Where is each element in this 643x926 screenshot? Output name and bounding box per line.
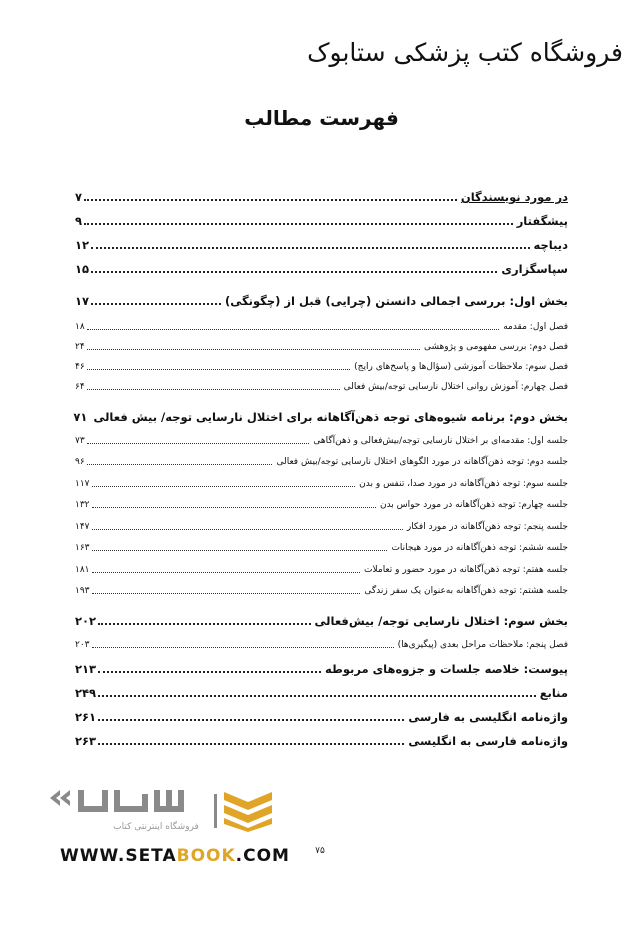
- toc-entry-sub: [75, 578, 568, 596]
- toc-entry-sub: [75, 471, 568, 489]
- toc-entry-page: ۴۶: [75, 362, 85, 372]
- toc-entry-page: ۱۸: [75, 322, 85, 332]
- toc-entry-label: جلسه دوم: توجه ذهن‌آگاهانه در مورد الگوهای اختلال نارسایی توجه/بیش فعالی: [276, 457, 568, 467]
- toc-dot-leader: [98, 695, 536, 697]
- store-logo: [26, 784, 276, 836]
- toc-entry-main: [75, 290, 568, 308]
- toc-entry-label: جلسه هفتم: توجه ذهن‌آگاهانه در مورد حضور و تعاملات: [364, 565, 568, 575]
- toc-entry-page: ۱۴۷: [75, 522, 90, 532]
- toc-entry-label: منابع: [539, 686, 568, 700]
- toc-dot-leader: [92, 647, 394, 648]
- book-stack-icon: [214, 788, 276, 832]
- toc-dot-leader: [92, 572, 361, 573]
- toc-entry-page: ۲۱۳: [75, 662, 97, 676]
- toc-entry-page: ۷۳: [75, 436, 85, 446]
- toc-entry-label: جلسه ششم: توجه ذهن‌آگاهانه در مورد هیجانات: [391, 543, 568, 553]
- toc-dot-leader: [87, 369, 350, 370]
- logo-tagline: فروشگاه اینترنتی کتاب: [113, 822, 199, 832]
- toc-dot-leader: [87, 329, 500, 330]
- toc-dot-leader: [98, 743, 404, 745]
- toc-entry-label: فصل دوم: بررسی مفهومی و پژوهشی: [424, 342, 568, 352]
- toc-entry-label: جلسه چهارم: توجه ذهن‌آگاهانه در مورد حواس بدن: [379, 500, 568, 510]
- toc-entry-sub: [75, 374, 568, 392]
- toc-entry-label: جلسه اول: مقدمه‌ای بر اختلال نارسایی توجه/بیش‌فعالی و ذهن‌آگاهی: [313, 436, 568, 446]
- toc-entry-page: ۱۳۲: [75, 500, 90, 510]
- toc-entry-main: [75, 682, 568, 700]
- toc-entry-label: بخش سوم: اختلال نارسایی توجه/ بیش‌فعالی: [314, 614, 568, 628]
- toc-entry-page: ۲۴۹: [75, 686, 97, 700]
- toc-entry-label: فصل پنجم: ملاحظات مراحل بعدی (پیگیری‌ها): [397, 640, 568, 650]
- toc-entry-label: جلسه پنجم: توجه ذهن‌آگاهانه در مورد افکار: [406, 522, 568, 532]
- toc-entry-page: ۱۹۳: [75, 586, 90, 596]
- toc-dot-leader: [87, 389, 340, 390]
- toc-entry-page: ۹۶: [75, 457, 85, 467]
- toc-dot-leader: [92, 486, 356, 487]
- page-number: ۷۵: [315, 846, 325, 856]
- toc-entry-label: واژه‌نامه فارسی به انگلیسی: [408, 734, 568, 748]
- toc-entry-sub: [75, 449, 568, 467]
- toc-entry-page: ۱۸۱: [75, 565, 90, 575]
- toc-entry-label: پیوست: خلاصه جلسات و جزوه‌های مربوطه: [325, 662, 568, 676]
- website-accent: BOOK: [176, 846, 236, 866]
- toc-entry-main: [75, 258, 568, 276]
- toc-entry-page: ۹: [75, 214, 83, 228]
- toc-entry-sub: [75, 514, 568, 532]
- toc-entry-page: ۲۴: [75, 342, 85, 352]
- toc-dot-leader: [87, 464, 273, 465]
- toc-dot-leader: [98, 671, 321, 673]
- website-url: [60, 846, 290, 866]
- toc-entry-label: سپاسگزاری: [501, 262, 568, 276]
- toc-entry-label: در مورد نویسندگان: [460, 190, 568, 204]
- toc-entry-page: ۲۰۳: [75, 640, 90, 650]
- toc-entry-main: [75, 658, 568, 676]
- toc-entry-page: ۱۱۷: [75, 479, 90, 489]
- toc-entry-page: ۶۴: [75, 382, 85, 392]
- toc-dot-leader: [91, 247, 529, 249]
- toc-dot-leader: [84, 223, 513, 225]
- toc-entry-label: فصل اول: مقدمه: [503, 322, 568, 332]
- toc-entry-main: [75, 186, 568, 204]
- toc-dot-leader: [91, 303, 221, 305]
- toc-entry-page: ۷: [75, 190, 83, 204]
- toc-title: فهرست مطالب: [244, 106, 399, 130]
- toc-dot-leader: [92, 529, 403, 530]
- toc-entry-sub: [75, 492, 568, 510]
- toc-entry-page: ۷۱: [73, 410, 88, 424]
- toc-entry-page: ۲۶۱: [75, 710, 97, 724]
- toc-entry-sub: [75, 535, 568, 553]
- toc-dot-leader: [84, 199, 457, 201]
- toc-entry-label: جلسه هشتم: توجه ذهن‌آگاهانه به‌عنوان یک سفر زندگی: [364, 586, 568, 596]
- toc-entry-main: [75, 730, 568, 748]
- toc-entry-label: دیباچه: [533, 238, 568, 252]
- toc-entry-main: [75, 706, 568, 724]
- toc-entry-label: واژه‌نامه انگلیسی به فارسی: [408, 710, 568, 724]
- toc-entry-page: ۱۲: [75, 238, 90, 252]
- toc-entry-label: پیشگفتار: [516, 214, 568, 228]
- toc-entry-sub: [75, 632, 568, 650]
- toc-dot-leader: [98, 623, 310, 625]
- toc-dot-leader: [87, 349, 420, 350]
- toc-dot-leader: [98, 719, 404, 721]
- toc-entry-sub: [75, 314, 568, 332]
- toc-entry-page: ۱۶۳: [75, 543, 90, 553]
- toc-entry-label: بخش دوم: برنامه شیوه‌های توجه ذهن‌آگاهانه برای اختلال نارسایی توجه/ بیش فعالی: [93, 410, 568, 424]
- toc-entry-sub: [75, 428, 568, 446]
- toc-dot-leader: [92, 593, 361, 594]
- toc-dot-leader: [87, 443, 310, 444]
- toc-entry-page: ۱۵: [75, 262, 90, 276]
- toc-entry-label: جلسه سوم: توجه ذهن‌آگاهانه در مورد صدا، تنفس و بدن: [359, 479, 568, 489]
- toc-entry-label: فصل چهارم: آموزش روانی اختلال نارسایی توجه/بیش فعالی: [343, 382, 568, 392]
- toc-entry-label: بخش اول: بررسی اجمالی دانستن (چرایی) قبل از (چگونگی): [225, 294, 568, 308]
- toc-entry-main: [75, 406, 568, 424]
- toc-entry-page: ۱۷: [75, 294, 90, 308]
- toc-entry-label: فصل سوم: ملاحظات آموزشی (سؤال‌ها و پاسخ‌های رایج): [354, 362, 568, 372]
- toc-entry-page: ۲۰۲: [75, 614, 97, 628]
- toc-entry-sub: [75, 354, 568, 372]
- store-header-title: فروشگاه کتب پزشکی ستابوک: [307, 38, 623, 67]
- toc-entry-page: ۲۶۳: [75, 734, 97, 748]
- toc-entry-main: [75, 610, 568, 628]
- toc-entry-sub: [75, 557, 568, 575]
- toc-entry-main: [75, 210, 568, 228]
- toc-entry-main: [75, 234, 568, 252]
- website-prefix: WWW.SETA: [60, 846, 177, 866]
- toc-dot-leader: [92, 507, 376, 508]
- toc-entry-sub: [75, 334, 568, 352]
- toc-dot-leader: [91, 271, 497, 273]
- website-suffix: .COM: [235, 846, 290, 866]
- toc-dot-leader: [92, 550, 388, 551]
